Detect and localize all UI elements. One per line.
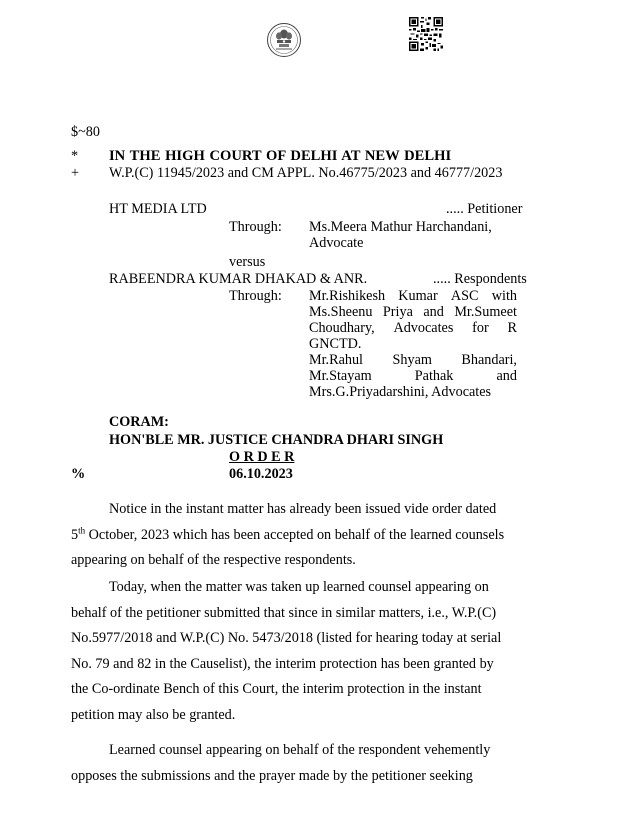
paragraph-line: Today, when the matter was taken up learned counsel appearing on <box>109 579 489 595</box>
percent-marker: % <box>71 466 86 482</box>
through-label: Through: <box>229 288 282 304</box>
paragraph-line: Notice in the instant matter has already been issued vide order dated <box>109 501 497 517</box>
coram-label: CORAM: <box>109 414 169 430</box>
counsel-line: GNCTD. <box>309 336 362 352</box>
paragraph-line: behalf of the petitioner submitted that since in similar matters, i.e., W.P.(C) <box>71 604 497 621</box>
through-label: Through: <box>229 219 282 235</box>
petitioner-counsel: Advocate <box>309 235 364 251</box>
paragraph-line: the Co-ordinate Bench of this Court, the interim protection in the instant <box>71 681 482 697</box>
plus-marker: + <box>71 165 80 181</box>
petitioner-counsel: Ms.Meera Mathur Harchandani, <box>309 219 492 235</box>
paragraph-line: No. 79 and 82 in the Causelist), the interim protection has been granted by <box>71 655 494 672</box>
item-number: $~80 <box>71 124 100 140</box>
respondent-role: ..... Respondents <box>433 271 527 287</box>
counsel-line: Mrs.G.Priyadarshini, Advocates <box>309 384 492 400</box>
counsel-line: Choudhary, Advocates for R <box>309 320 517 336</box>
judge-name: HON'BLE MR. JUSTICE CHANDRA DHARI SINGH <box>109 432 444 448</box>
paragraph-3 <box>71 738 546 789</box>
paragraph-1 <box>71 497 546 574</box>
petitioner-name: HT MEDIA LTD <box>109 201 207 217</box>
order-date: 06.10.2023 <box>229 466 293 482</box>
counsel-line: Mr.Rishikesh Kumar ASC with <box>309 288 517 304</box>
order-title: O R D E R <box>229 449 295 465</box>
court-name: IN THE HIGH COURT OF DELHI AT NEW DELHI <box>109 148 452 164</box>
court-emblem-icon <box>266 22 302 58</box>
counsel-line: Mr.Rahul Shyam Bhandari, <box>309 352 517 368</box>
star-marker: * <box>71 148 79 164</box>
paragraph-line: opposes the submissions and the prayer made by the petitioner seeking <box>71 767 473 784</box>
qr-code-icon <box>409 17 443 51</box>
paragraph-line: petition may also be granted. <box>71 706 236 723</box>
versus-text: versus <box>229 254 266 270</box>
respondent-counsel-block <box>309 288 517 400</box>
paragraph-line: appearing on behalf of the respective respondents. <box>71 552 356 568</box>
paragraph-2 <box>71 575 546 728</box>
counsel-line: Mr.Stayam Pathak and <box>309 368 517 384</box>
case-number: W.P.(C) 11945/2023 and CM APPL. No.46775/2023 and 46777/2023 <box>109 165 503 181</box>
petitioner-role: ..... Petitioner <box>446 201 523 217</box>
paragraph-line: Learned counsel appearing on behalf of the respondent vehemently <box>109 742 491 758</box>
paragraph-line: No.5977/2018 and W.P.(C) No. 5473/2018 (listed for hearing today at serial <box>71 630 502 646</box>
respondent-name: RABEENDRA KUMAR DHAKAD & ANR. <box>109 271 368 287</box>
counsel-line: Ms.Sheenu Priya and Mr.Sumeet <box>309 304 517 320</box>
paragraph-line: 5th October, 2023 which has been accepted on behalf of the learned counsels <box>71 524 505 543</box>
